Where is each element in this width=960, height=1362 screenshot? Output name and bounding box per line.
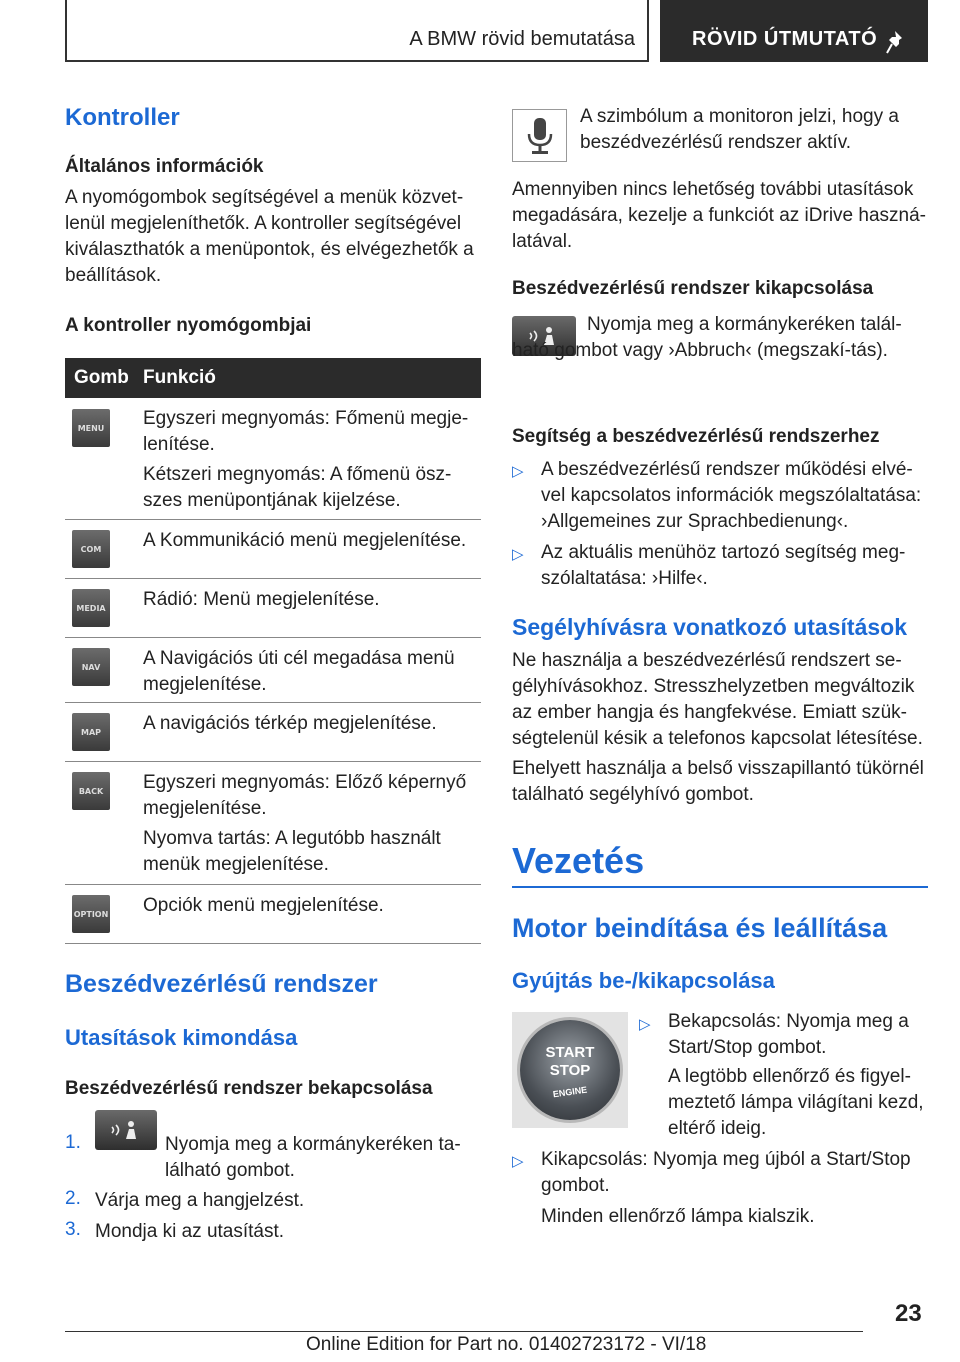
table-row [65, 398, 481, 520]
engine-label: ENGINE [552, 1084, 588, 1100]
step-text: Nyomja meg a kormánykeréken ta-lálható gombot. [165, 1134, 461, 1181]
emergency-heading: Segélyhívásra vonatkozó utasítások [512, 614, 907, 640]
driving-heading: Vezetés [512, 840, 645, 881]
triangle-bullet-icon: ▷ [512, 1153, 524, 1170]
general-heading: Általános információk [65, 156, 264, 177]
ignition-item-sub: A legtöbb ellenőrző és figyel-meztető lámpa világítani kezd, eltérő ideig. [668, 1066, 924, 1139]
col-function-header: Funkció [143, 367, 216, 388]
back-button-icon: BACK [72, 772, 110, 810]
ignition-item-main: Bekapcsolás: Nyomja meg a Start/Stop gombot. [668, 1011, 909, 1058]
emergency-text: Ehelyett használja a belső visszapillantó tükörnél található segélyhívó gombot. [512, 758, 924, 805]
buttons-heading: A kontroller nyomógombjai [65, 315, 312, 336]
map-button-icon: MAP [72, 713, 110, 751]
menu-button-icon: MENU [72, 409, 110, 447]
ignition-item-sub: Minden ellenőrző lámpa kialszik. [541, 1206, 815, 1227]
step-number: 3. [65, 1219, 81, 1240]
footer-divider [65, 1331, 863, 1332]
step-number: 1. [65, 1132, 81, 1153]
row-text: Nyomva tartás: A legutóbb használt menük megjelenítése. [143, 828, 441, 875]
symbol-text: A szimbólum a monitoron jelzi, hogy a beszédvezérlésű rendszer aktív. [580, 106, 899, 153]
row-text: A Navigációs úti cél megadása menü megjelenítése. [143, 648, 455, 695]
help-item: A beszédvezérlésű rendszer működési elvé-vel kapcsolatos információk megszólaltatása: ›Allgemeines zur Sprachbedienung‹. [541, 459, 922, 532]
header-right-box [660, 0, 928, 62]
voice-on-heading: Beszédvezérlésű rendszer bekapcsolása [65, 1078, 433, 1099]
engine-heading: Motor beindítása és leállítása [512, 913, 888, 943]
voice-button-icon [95, 1110, 157, 1150]
table-row [65, 703, 481, 762]
help-item: Az aktuális menühöz tartozó segítség meg-szólaltatása: ›Hilfe‹. [541, 542, 906, 589]
start-label: START [545, 1044, 595, 1061]
row-text: Egyszeri megnyomás: Főmenü megje-lenítése. [143, 408, 469, 455]
table-row [65, 520, 481, 579]
step-text: Mondja ki az utasítást. [95, 1221, 285, 1242]
page-number: 23 [895, 1300, 922, 1327]
header-right-title: RÖVID ÚTMUTATÓ [692, 28, 878, 50]
start-stop-button-image [512, 1012, 628, 1128]
media-button-icon: MEDIA [72, 589, 110, 627]
step-text: Várja meg a hangjelzést. [95, 1190, 305, 1211]
pin-icon [886, 30, 906, 54]
microphone-icon [512, 109, 567, 162]
table-row [65, 762, 481, 885]
table-row [65, 885, 481, 944]
help-heading: Segítség a beszédvezérlésű rendszerhez [512, 426, 880, 447]
option-button-icon: OPTION [72, 895, 110, 933]
voice-heading: Beszédvezérlésű rendszer [65, 970, 378, 998]
row-text: Opciók menü megjelenítése. [143, 895, 384, 916]
ignition-item-main: Kikapcsolás: Nyomja meg újból a Start/Stop gombot. [541, 1149, 911, 1196]
driving-divider [512, 886, 928, 888]
general-text: A nyomógombok segítségével a menük közvet-lenül megjeleníthetők. A kontroller segítségével kiválaszthatók a menüpontok, és elvégezhetők a beállítások. [65, 187, 474, 286]
header-left-title: A BMW rövid bemutatása [409, 28, 635, 50]
table-header [65, 358, 481, 398]
stop-label: STOP [549, 1062, 591, 1079]
row-text: Egyszeri megnyomás: Előző képernyő megjelenítése. [143, 772, 467, 819]
col-button-header: Gomb [74, 367, 129, 388]
ignition-heading: Gyújtás be-/kikapcsolása [512, 968, 775, 993]
row-text: A navigációs térkép megjelenítése. [143, 713, 437, 734]
com-button-icon: COM [72, 530, 110, 568]
footer-edition: Online Edition for Part no. 01402723172 - VI/18 [306, 1334, 707, 1355]
triangle-bullet-icon: ▷ [512, 463, 524, 480]
voice-off-heading: Beszédvezérlésű rendszer kikapcsolása [512, 278, 874, 299]
step-number: 2. [65, 1188, 81, 1209]
triangle-bullet-icon: ▷ [639, 1016, 651, 1033]
emergency-text: Ne használja a beszédvezérlésű rendszert se-gélyhívásokhoz. Stresszhelyzetben megváltozik az ember hangja és hangfekvése. Emiatt szük-ségtelenül késik a telefonos kapcsolat létesítése. [512, 650, 923, 749]
table-row [65, 579, 481, 638]
nav-button-icon: NAV [72, 648, 110, 686]
kontroller-heading: Kontroller [65, 104, 180, 131]
row-text: A Kommunikáció menü megjelenítése. [143, 530, 467, 551]
no-more-text: Amennyiben nincs lehetőség további utasítások megadására, kezelje a funkciót az iDrive haszná-latával. [512, 179, 926, 252]
table-row [65, 638, 481, 703]
triangle-bullet-icon: ▷ [512, 546, 524, 563]
row-text: Rádió: Menü megjelenítése. [143, 589, 380, 610]
row-text: Kétszeri megnyomás: A főmenü ösz-szes menüpontjának kijelzése. [143, 464, 452, 511]
voice-off-text: Nyomja meg a kormánykeréken talál-ható gombot vagy ›Abbruch‹ (megszakí-tás). [512, 314, 902, 361]
commands-heading: Utasítások kimondása [65, 1025, 298, 1050]
